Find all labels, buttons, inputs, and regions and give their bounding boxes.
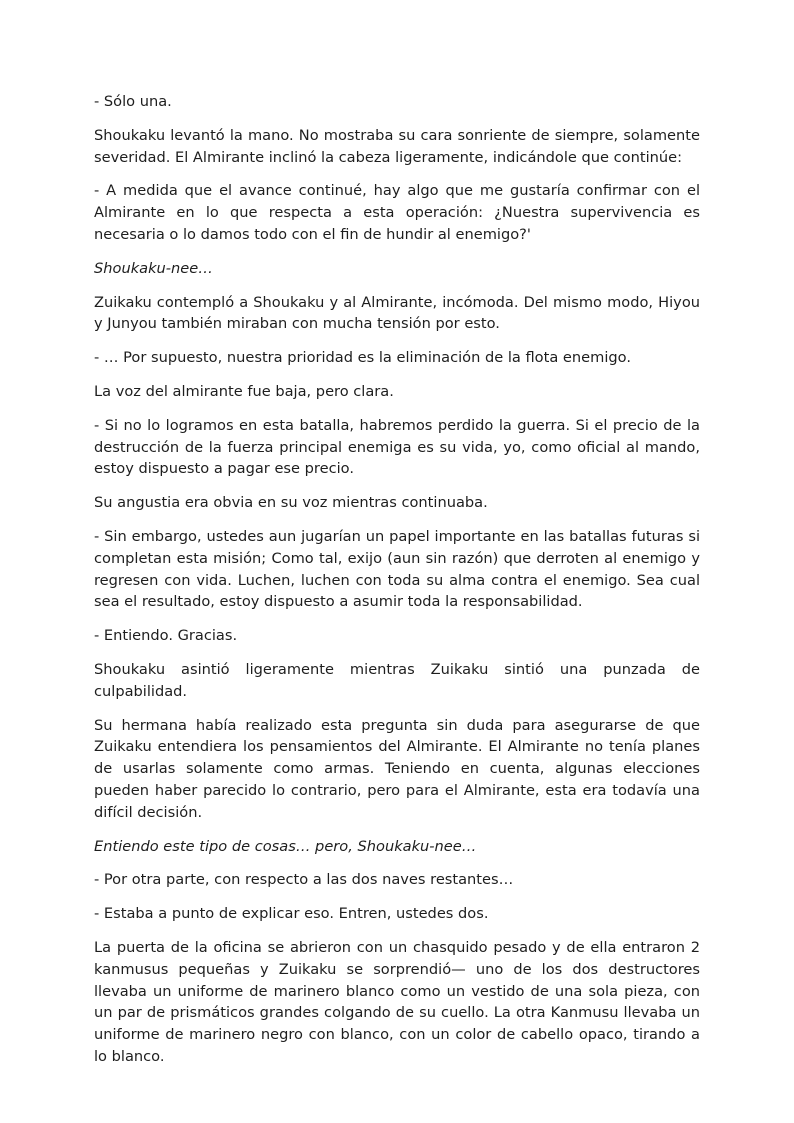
paragraph: - Por otra parte, con respecto a las dos naves restantes… bbox=[94, 871, 514, 889]
paragraph: - A medida que el avance continué, hay algo que me gustaría confirmar con el Almirante en lo que respecta a esta operación: ¿Nuestra supervivencia es necesaria o lo damos todo con el fin de hundir al enemigo?' bbox=[94, 182, 700, 243]
paragraph: - … Por supuesto, nuestra prioridad es la eliminación de la flota enemigo. bbox=[94, 349, 631, 367]
document-page bbox=[94, 91, 700, 1080]
paragraph-italic: Entiendo este tipo de cosas… pero, Shoukaku-nee… bbox=[94, 837, 477, 855]
paragraph: Su angustia era obvia en su voz mientras continuaba. bbox=[94, 494, 488, 512]
paragraph: Shoukaku asintió ligeramente mientras Zuikaku sintió una punzada de culpabilidad. bbox=[94, 660, 700, 700]
paragraph: - Sólo una. bbox=[94, 93, 172, 110]
paragraph: - Sin embargo, ustedes aun jugarían un papel importante en las batallas futuras si completan esta misión; Como tal, exijo (aun sin razón) que derroten al enemigo y regresen con vida. Luchen, luchen con toda su alma contra el enemigo. Sea cual sea el resultado, estoy dispuesto a asumir toda la responsabilidad. bbox=[94, 527, 700, 611]
paragraph: Shoukaku levantó la mano. No mostraba su cara sonriente de siempre, solamente severidad. El Almirante inclinó la cabeza ligeramente, indicándole que continúe: bbox=[94, 126, 700, 166]
paragraph: La puerta de la oficina se abrieron con un chasquido pesado y de ella entraron 2 kanmusus pequeñas y Zuikaku se sorprendió— uno de los dos destructores llevaba un uniforme de marinero blanco como un vestido de una sola pieza, con un par de prismáticos grandes colgando de su cuello. La otra Kanmusu llevaba un uniforme de marinero negro con blanco, con un color de cabello opaco, tirando a lo blanco. bbox=[94, 938, 700, 1065]
paragraph: - Si no lo logramos en esta batalla, habremos perdido la guerra. Si el precio de la destrucción de la fuerza principal enemiga es su vida, yo, como oficial al mando, estoy dispuesto a pagar ese precio. bbox=[94, 416, 700, 478]
paragraph-italic: Shoukaku-nee… bbox=[94, 259, 213, 277]
paragraph: Zuikaku contempló a Shoukaku y al Almirante, incómoda. Del mismo modo, Hiyou y Junyou también miraban con mucha tensión por esto. bbox=[94, 293, 700, 333]
paragraph: La voz del almirante fue baja, pero clara. bbox=[94, 382, 394, 400]
paragraph: Su hermana había realizado esta pregunta sin duda para asegurarse de que Zuikaku entendiera los pensamientos del Almirante. El Almirante no tenía planes de usarlas solamente como armas. Teniendo en cuenta, algunas elecciones pueden haber parecido lo contrario, pero para el Almirante, esta era todavía una difícil decisión. bbox=[94, 716, 700, 821]
paragraph: - Estaba a punto de explicar eso. Entren, ustedes dos. bbox=[94, 905, 489, 923]
paragraph: - Entiendo. Gracias. bbox=[94, 627, 238, 645]
